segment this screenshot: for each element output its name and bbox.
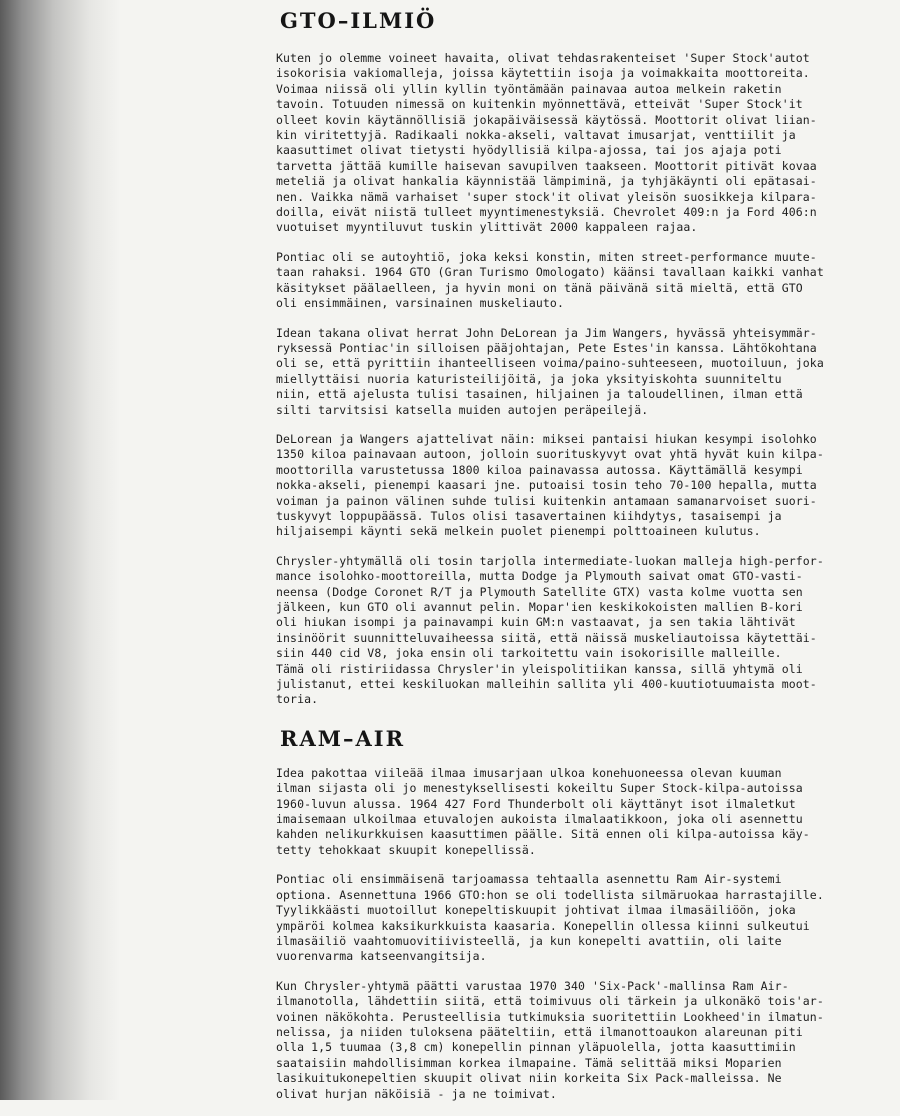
text-line: vuorenvarma katseenvangitsija. xyxy=(276,949,487,964)
text-line: Idea pakottaa viileää ilmaa imusarjaan ulkoa konehuoneessa olevan kuuman xyxy=(276,765,782,780)
paragraph xyxy=(276,51,832,236)
paragraph xyxy=(276,250,832,312)
text-line: nelissa, ja niiden tuloksena pääteltiin, että ilmanottoaukon alareunan piti xyxy=(276,1024,803,1039)
text-line: tarvetta jättää kumille haisevan savupilven taakseen. Moottorit pitivät kovaa xyxy=(276,158,817,173)
text-line: insinöörit suunnitteluvaiheessa siitä, että näissä muskeliautoissa käytettäi- xyxy=(276,630,817,645)
text-line: hiljaisempi käynti sekä melkein puolet pienempi polttoaineen kulutus. xyxy=(276,524,761,539)
text-line: isokorisia vakiomalleja, joissa käytettiin isoja ja voimakkaita moottoreita. xyxy=(276,66,810,81)
text-line: ympäröi kolmea kaksikurkkuista kaasaria. Konepellin ollessa kiinni sulkeutui xyxy=(276,918,810,933)
text-line: oli hiukan isompi ja painavampi kuin GM:n vastaavat, ja sen takia lähtivät xyxy=(276,615,796,630)
text-line: tetty tehokkaat skuupit konepellissä. xyxy=(276,842,536,857)
paragraph xyxy=(276,554,832,708)
text-line: moottorilla varustetussa 1800 kiloa painavassa autossa. Käyttämällä kesympi xyxy=(276,462,803,477)
text-line: lasikuitukonepeltien skuupit olivat niin korkeita Six Pack-malleissa. Ne xyxy=(276,1071,782,1086)
text-line: ilmasäiliö vaahtomuovitiivisteellä, ja kun konepelti avattiin, oli laite xyxy=(276,933,782,948)
text-line: Pontiac oli ensimmäisenä tarjoamassa tehtaalla asennettu Ram Air-systemi xyxy=(276,872,782,887)
paragraph xyxy=(276,432,832,540)
text-line: vuotuiset myyntiluvut tuskin ylittivät 2000 kappaleen rajaa. xyxy=(276,220,698,235)
text-line: 1960-luvun alussa. 1964 427 Ford Thunderbolt oli käyttänyt isot ilmaletkut xyxy=(276,796,796,811)
paragraph xyxy=(276,326,832,418)
text-line: ilmanotolla, lähdettiin siitä, että toimivuus oli tärkein ja ulkonäkö tois'ar- xyxy=(276,994,824,1009)
text-line: taan rahaksi. 1964 GTO (Gran Turismo Omologato) käänsi tavallaan kaikki vanhat xyxy=(276,265,824,280)
text-line: voinen näkökohta. Perusteellisia tutkimuksia suoritettiin Lookheed'in ilmatun- xyxy=(276,1009,824,1024)
text-line: olla 1,5 tuumaa (3,8 cm) konepellin pinnan yläpuolella, jotta kaasuttimiin xyxy=(276,1040,796,1055)
text-line: silti tarvitsisi katsella muiden autojen peräpeilejä. xyxy=(276,402,649,417)
paragraph xyxy=(276,979,832,1102)
text-line: käsitykset päälaelleen, ja hyvin moni on tänä päivänä sitä mieltä, että GTO xyxy=(276,280,803,295)
text-line: Kuten jo olemme voineet havaita, olivat tehdasrakenteiset 'Super Stock'autot xyxy=(276,51,810,65)
text-line: optiona. Asennettuna 1966 GTO:hon se oli todellista silmäruokaa harrastajille. xyxy=(276,887,824,902)
text-line: Chrysler-yhtymällä oli tosin tarjolla intermediate-luokan malleja high-perfor- xyxy=(276,553,824,568)
text-line: niin, että ajelusta tulisi tasainen, hiljainen ja taloudellinen, ilman että xyxy=(276,387,803,402)
text-line: olleet kovin käytännöllisiä jokapäiväisessä käytössä. Moottorit olivat liian- xyxy=(276,112,817,127)
text-line: nen. Vaikka nämä varhaiset 'super stock'it olivat yleisön suosikkeja kilpara- xyxy=(276,189,817,204)
text-line: tuskyvyt loppupäässä. Tulos olisi tasavertainen kiihdytys, tasaisempi ja xyxy=(276,508,782,523)
section-heading: GTO–ILMIÖ xyxy=(280,8,437,33)
text-line: doilla, eivät niistä tulleet myyntimenestyksiä. Chevrolet 409:n ja Ford 406:n xyxy=(276,205,817,220)
text-line: Voimaa niissä oli yllin kyllin työntämään painavaa autoa melkein raketin xyxy=(276,81,782,96)
text-line: nokka-akseli, pienempi kaasari jne. putoaisi tosin teho 70-100 hepalla, mutta xyxy=(276,478,817,493)
text-line: siin 440 cid V8, joka ensin oli tarkoitettu vain isokorisille malleille. xyxy=(276,646,782,661)
text-line: DeLorean ja Wangers ajattelivat näin: miksei pantaisi hiukan kesympi isolohko xyxy=(276,431,817,446)
text-line: mance isolohko-moottoreilla, mutta Dodge ja Plymouth saivat omat GTO-vasti- xyxy=(276,569,803,584)
text-line: voiman ja painon välinen suhde tulisi kuitenkin antamaan samanarvoiset suori- xyxy=(276,493,817,508)
text-line: oli se, että pyrittiin ihanteelliseen voima/paino-suhteeseen, muotoiluun, joka xyxy=(276,356,824,371)
text-line: Tämä oli ristiriidassa Chrysler'in yleispolitiikan kanssa, sillä yhtymä oli xyxy=(276,661,803,676)
book-binding-shadow xyxy=(0,0,120,1100)
text-line: kahden nelikurkkuisen kaasuttimen päälle. Sitä ennen oli kilpa-autoissa käy- xyxy=(276,827,810,842)
text-line: tavoin. Totuuden nimessä on kuitenkin myönnettävä, etteivät 'Super Stock'it xyxy=(276,97,803,112)
text-line: saataisiin mahdollisimman korkea ilmapaine. Tämä selittää miksi Moparien xyxy=(276,1055,782,1070)
text-line: ilman sijasta oli jo menestyksellisesti kokeiltu Super Stock-kilpa-autoissa xyxy=(276,781,803,796)
text-line: imaisemaan ulkoilmaa etuvalojen aukoista ilmalaatikkoon, joka oli asennettu xyxy=(276,812,803,827)
text-line: oli ensimmäinen, varsinainen muskeliauto. xyxy=(276,296,564,311)
text-line: ryksessä Pontiac'in silloisen pääjohtajan, Pete Estes'in kanssa. Lähtökohtana xyxy=(276,340,817,355)
text-line: toria. xyxy=(276,692,319,707)
text-line: Pontiac oli se autoyhtiö, joka keksi konstin, miten street-performance muute- xyxy=(276,249,817,264)
text-line: Kun Chrysler-yhtymä päätti varustaa 1970 340 'Six-Pack'-mallinsa Ram Air- xyxy=(276,978,789,993)
text-line: neensa (Dodge Coronet R/T ja Plymouth Satellite GTX) vasta kolme vuotta sen xyxy=(276,584,803,599)
text-line: kaasuttimet olivat tietysti hyödyllisiä kilpa-ajossa, tai jos ajaja poti xyxy=(276,143,782,158)
text-line: miellyttäisi nuoria katuristeilijöitä, ja joka yksityiskohta suunniteltu xyxy=(276,371,782,386)
text-line: olivat hurjan näköisiä - ja ne toimivat. xyxy=(276,1086,557,1101)
text-line: julistanut, ettei keskiluokan malleihin sallita yli 400-kuutiotuumaista moot- xyxy=(276,677,817,692)
text-line: Idean takana olivat herrat John DeLorean ja Jim Wangers, hyvässä yhteisymmär- xyxy=(276,325,817,340)
paragraph xyxy=(276,872,832,964)
document-page xyxy=(276,8,832,1116)
paragraph xyxy=(276,766,832,858)
text-line: kin viritettyjä. Radikaali nokka-akseli, valtavat imusarjat, venttiilit ja xyxy=(276,128,796,143)
text-line: jälkeen, kun GTO oli avannut pelin. Mopar'ien keskikokoisten mallien B-kori xyxy=(276,600,803,614)
text-line: Tyylikkäästi muotoillut konepeltiskuupit johtivat ilmaa ilmasäiliöön, joka xyxy=(276,903,796,918)
text-line: 1350 kiloa painavaan autoon, jolloin suorituskyvyt ovat yhtä hyvät kuin kilpa- xyxy=(276,447,824,462)
text-line: meteliä ja olivat hankalia käynnistää lämpiminä, ja tyhjäkäynti oli epätasai- xyxy=(276,174,817,189)
section-heading: RAM–AIR xyxy=(280,725,406,751)
